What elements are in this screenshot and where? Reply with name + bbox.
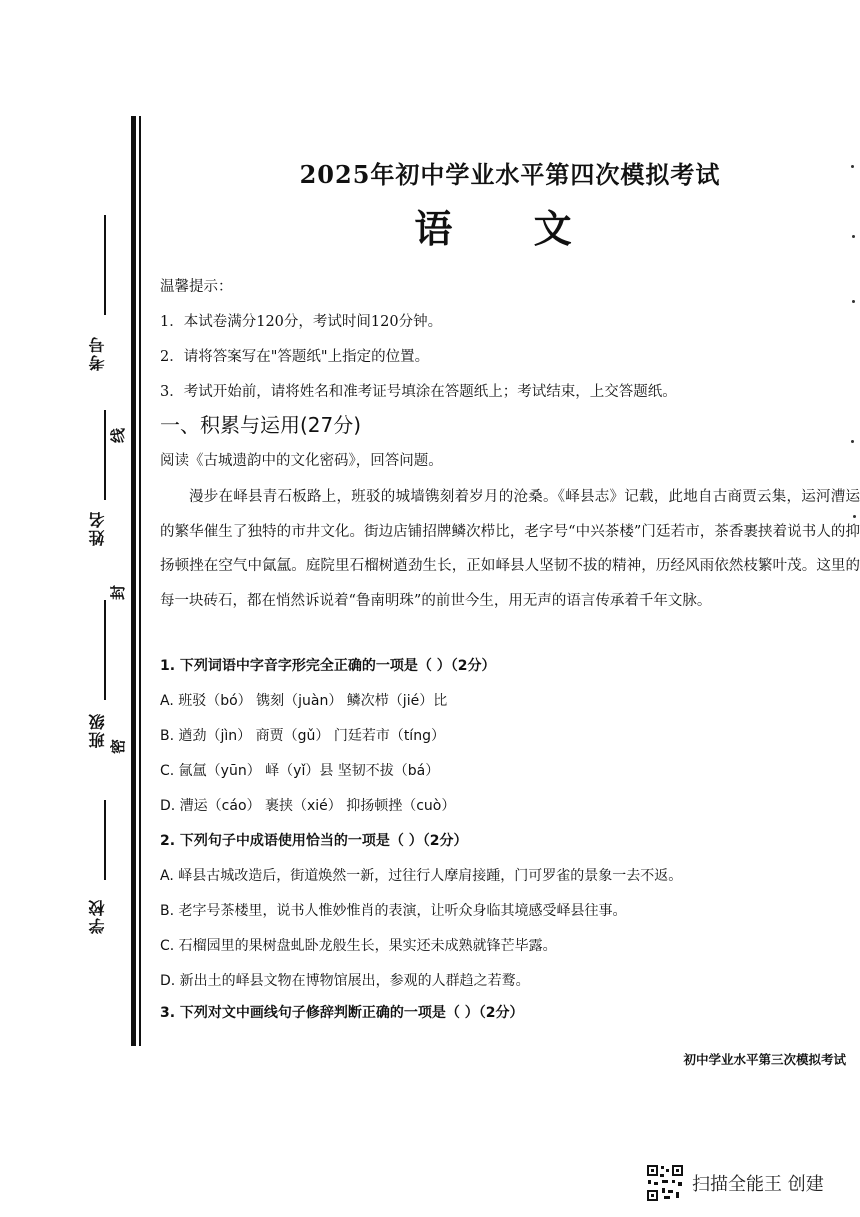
reading-intro: 阅读《古城遗韵中的文化密码》，回答问题。 bbox=[160, 453, 443, 469]
field-rule-school bbox=[104, 800, 106, 880]
scan-mark bbox=[852, 235, 855, 238]
exam-title: 2025年初中学业水平第四次模拟考试 bbox=[299, 160, 721, 189]
page-footer: 初中学业水平第三次模拟考试 bbox=[683, 1052, 846, 1067]
notice-item: 2．请将答案写在"答题纸"上指定的位置。 bbox=[160, 349, 430, 365]
notice-item: 3．考试开始前，请将姓名和准考证号填涂在答题纸上；考试结束，上交答题纸。 bbox=[160, 384, 677, 400]
notice-item: 1．本试卷满分120分，考试时间120分钟。 bbox=[160, 314, 443, 330]
passage-text: 漫步在峄县青石板路上，班驳的城墙镌刻着岁月的沧桑。《峄县志》记载，此地自古商贾云集，运河漕运的繁华催生了独特的市井文化。街边店铺招牌鳞次栉比，老字号“中兴茶楼”门廷若市，茶香裹挟着说书人的抑扬顿挫在空气中氤氲。庭院里石榴树遒劲生长，正如峄县人坚韧不拔的精神，历经风雨依然枝繁叶茂。这里的每一块砖石，都在悄然诉说着“鲁南明珠”的前世今生，用无声的语言传承着千年文脉。 bbox=[160, 489, 860, 609]
reading-passage bbox=[160, 480, 860, 618]
question-option: B. 遒劲（jìn） 商贾（gǔ） 门廷若市（tíng） bbox=[160, 728, 445, 744]
scanner-watermark: 扫描全能王 创建 bbox=[692, 1174, 824, 1195]
scan-mark bbox=[853, 515, 856, 518]
field-label-class: 班级 bbox=[88, 712, 107, 748]
field-rule-name bbox=[104, 410, 106, 500]
seal-mark-mi: 密 bbox=[109, 738, 128, 755]
field-rule-id bbox=[104, 215, 106, 315]
question-option: D. 新出土的峄县文物在博物馆展出，参观的人群趋之若鹜。 bbox=[160, 973, 530, 989]
question-stem: 3. 下列对文中画线句子修辞判断正确的一项是（ ）（2分） bbox=[160, 1005, 524, 1021]
exam-subject: 语 文 bbox=[414, 206, 606, 251]
question-stem: 2. 下列句子中成语使用恰当的一项是（ ）（2分） bbox=[160, 833, 468, 849]
question-stem: 1. 下列词语中字音字形完全正确的一项是（ ）（2分） bbox=[160, 658, 496, 674]
seal-mark-feng: 封 bbox=[109, 584, 128, 601]
section-heading: 一、积累与运用(27分) bbox=[160, 413, 362, 437]
qr-code-icon bbox=[646, 1164, 684, 1202]
binding-line-thick bbox=[131, 116, 136, 1046]
seal-mark-xian: 线 bbox=[109, 427, 128, 444]
field-rule-class bbox=[104, 600, 106, 700]
scan-mark bbox=[852, 300, 855, 303]
field-label-id: 考号 bbox=[88, 335, 107, 371]
question-option: C. 氤氲（yūn） 峄（yǐ）县 坚韧不拔（bá） bbox=[160, 763, 440, 779]
notice-heading: 温馨提示： bbox=[160, 279, 233, 295]
field-label-name: 姓名 bbox=[88, 510, 107, 546]
field-label-school: 学校 bbox=[88, 898, 107, 934]
question-option: C. 石榴园里的果树盘虬卧龙般生长，果实还未成熟就锋芒毕露。 bbox=[160, 938, 557, 954]
question-option: A. 峄县古城改造后，街道焕然一新，过往行人摩肩接踵，门可罗雀的景象一去不返。 bbox=[160, 868, 683, 884]
question-option: D. 漕运（cáo） 裹挟（xié） 抑扬顿挫（cuò） bbox=[160, 798, 456, 814]
question-option: A. 班驳（bó） 镌刻（juàn） 鳞次栉（jié）比 bbox=[160, 693, 448, 709]
scan-mark bbox=[851, 165, 854, 168]
scan-mark bbox=[851, 440, 854, 443]
question-option: B. 老字号茶楼里，说书人惟妙惟肖的表演，让听众身临其境感受峄县往事。 bbox=[160, 903, 627, 919]
binding-line-thin bbox=[139, 116, 141, 1046]
